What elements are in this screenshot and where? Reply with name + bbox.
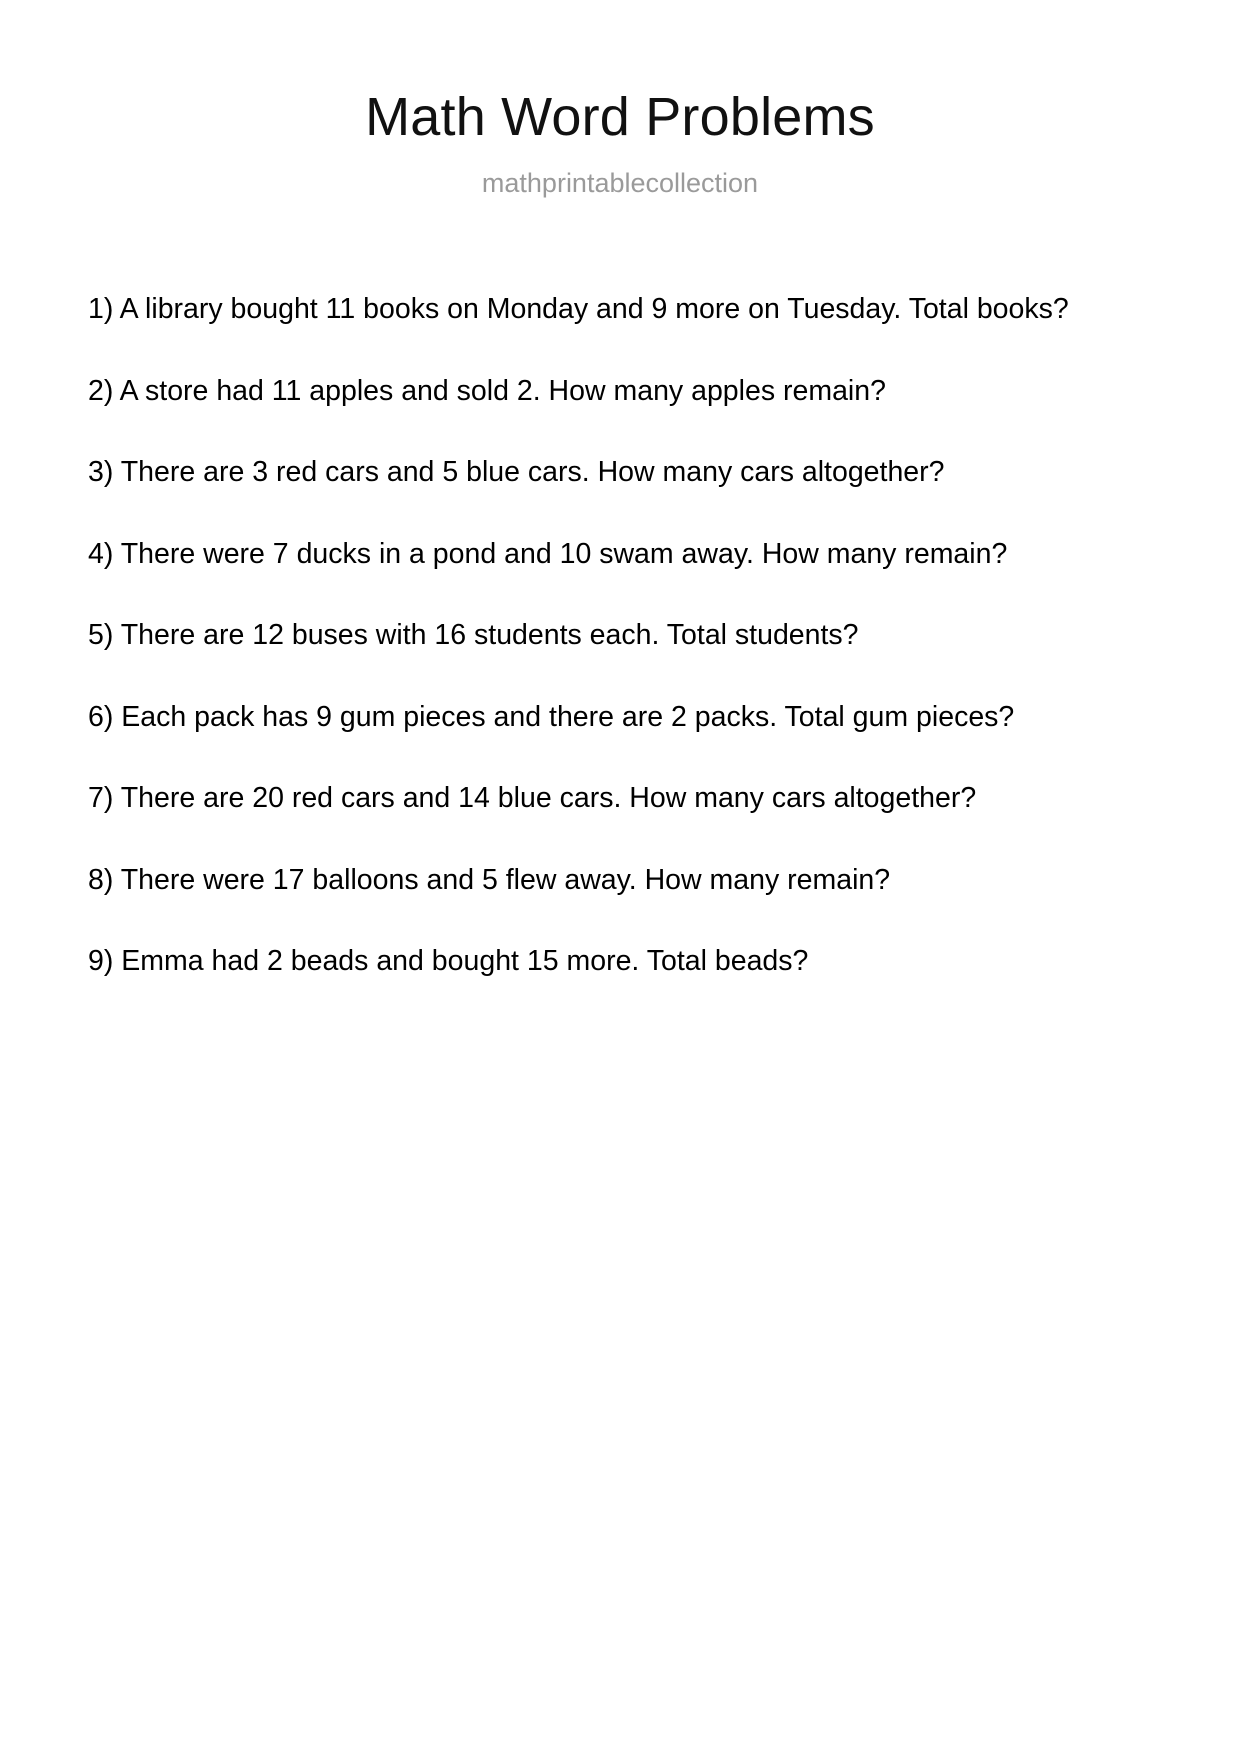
problem-item: 9) Emma had 2 beads and bought 15 more. Total beads? <box>88 945 809 977</box>
problem-item: 2) A store had 11 apples and sold 2. How many apples remain? <box>88 374 886 407</box>
page-title: Math Word Problems <box>365 87 875 147</box>
problem-item: 1) A library bought 11 books on Monday and 9 more on Tuesday. Total books? <box>88 293 1069 325</box>
problem-item: 3) There are 3 red cars and 5 blue cars. How many cars altogether? <box>88 456 945 488</box>
problem-item: 5) There are 12 buses with 16 students each. Total students? <box>88 619 859 651</box>
page-subtitle: mathprintablecollection <box>481 168 759 198</box>
problem-list <box>0 295 1240 976</box>
problem-item: 4) There were 7 ducks in a pond and 10 swam away. How many remain? <box>88 537 1008 570</box>
problem-item: 7) There are 20 red cars and 14 blue cars. How many cars altogether? <box>88 782 977 814</box>
problem-item: 6) Each pack has 9 gum pieces and there are 2 packs. Total gum pieces? <box>88 700 1015 733</box>
problem-item: 8) There were 17 balloons and 5 flew away. How many remain? <box>88 863 891 896</box>
